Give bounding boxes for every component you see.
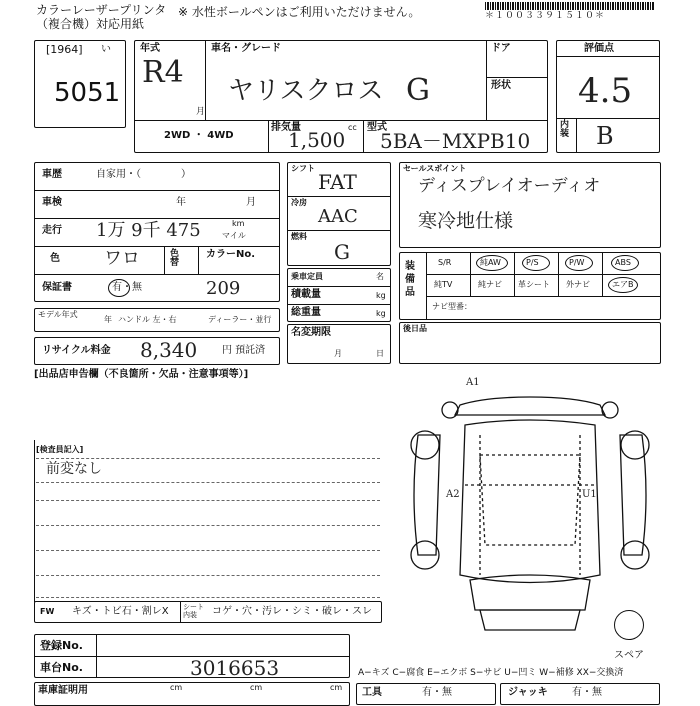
equip-ps: P/S bbox=[526, 258, 539, 267]
shift-label: シフト bbox=[291, 164, 315, 173]
lot-number: 5051 bbox=[54, 78, 121, 108]
mark-u1: U1 bbox=[582, 489, 597, 500]
weight-unit: kg bbox=[376, 309, 386, 318]
tools-opts: 有・無 bbox=[422, 687, 452, 698]
later-items-box bbox=[399, 322, 661, 364]
sales-line-2: 寒冷地仕様 bbox=[418, 210, 514, 232]
score-value: 4.5 bbox=[578, 71, 633, 111]
sales-line-1: ディスプレイオーディオ bbox=[418, 176, 601, 196]
defect-codes: A−キズ C−腐食 E−エクボ S−サビ U−凹ミ W−補修 XX−交換済 bbox=[358, 668, 624, 678]
shift-value: FAT bbox=[318, 170, 357, 194]
handle-label: ハンドル 左・右 bbox=[118, 315, 177, 324]
garage-cert-label: 車庫証明用 bbox=[38, 685, 88, 696]
load-label: 積載量 bbox=[291, 289, 321, 300]
equip-ps-circle bbox=[522, 255, 550, 271]
displacement-value: 1,500 bbox=[288, 128, 346, 152]
equip-pw-circle bbox=[565, 255, 593, 271]
mileage-value: 1万 9千 475 bbox=[96, 220, 201, 241]
equipment-label: 装備品 bbox=[405, 261, 415, 298]
history-label: 車歴 bbox=[42, 169, 62, 180]
equip-airbag-circle bbox=[608, 277, 638, 293]
color-change-label: 色替 bbox=[170, 249, 180, 268]
color-no-label: カラーNo. bbox=[206, 249, 256, 260]
expiry-label: 名変期限 bbox=[291, 327, 331, 338]
cc-unit: cc bbox=[348, 123, 357, 132]
name-grade-label: 車名・グレード bbox=[211, 43, 281, 54]
equip-abs: ABS bbox=[615, 258, 631, 267]
inspector-label: [検査員記入] bbox=[36, 445, 84, 454]
shape-label: 形状 bbox=[491, 80, 511, 91]
cm-2: cm bbox=[250, 683, 263, 692]
spare-tire-icon bbox=[614, 610, 644, 640]
lot-suffix: い bbox=[101, 44, 111, 55]
barcode bbox=[485, 2, 655, 10]
mile-unit: マイル bbox=[222, 231, 246, 240]
seat-text: コゲ・穴・汚レ・シミ・破レ・スレ bbox=[212, 606, 372, 617]
seat-label: シート内装 bbox=[183, 603, 204, 619]
dealer-label: ディーラー・並行 bbox=[208, 315, 272, 324]
equip-ext-navi: 外ナビ bbox=[566, 280, 590, 289]
mark-a1: A1 bbox=[466, 377, 480, 388]
later-items-label: 後日品 bbox=[403, 324, 427, 333]
tools-label: 工具 bbox=[362, 687, 382, 698]
equip-abs-circle bbox=[611, 255, 639, 271]
printer-line-1: カラーレーザープリンタ bbox=[36, 3, 167, 17]
chassis-label: 車台No. bbox=[40, 661, 83, 674]
reg-label: 登録No. bbox=[40, 639, 83, 652]
grade: G bbox=[406, 73, 430, 108]
equip-leather: 革シート bbox=[518, 280, 550, 289]
color-no-value: 209 bbox=[206, 278, 241, 299]
color-label: 色 bbox=[50, 253, 60, 264]
navi-model-label: ナビ型番： bbox=[432, 302, 472, 311]
inspection-month: 月 bbox=[246, 197, 256, 208]
equip-pw: P/W bbox=[569, 258, 585, 267]
year-label: 年式 bbox=[140, 43, 160, 54]
expiry-day: 日 bbox=[376, 349, 384, 358]
mileage-label: 走行 bbox=[42, 225, 62, 236]
warranty-selected-circle bbox=[108, 279, 130, 297]
ac-label: 冷房 bbox=[291, 198, 307, 207]
model-label: 型式 bbox=[367, 122, 387, 133]
lot-code: [1964] bbox=[46, 43, 83, 56]
warranty-options: 有・無 bbox=[112, 282, 142, 293]
model-value: 5BA－MXPB10 bbox=[380, 129, 531, 153]
history-value: 自家用・（ ） bbox=[96, 169, 191, 180]
jack-label: ジャッキ bbox=[508, 687, 548, 698]
printer-line-2: （複合機）対応用紙 bbox=[36, 17, 145, 31]
ballpen-notice: ※ 水性ボールペンはご利用いただけません。 bbox=[178, 5, 421, 19]
cm-1: cm bbox=[170, 683, 183, 692]
barcode-text: ＊１００３３９１５１０＊ bbox=[485, 11, 606, 21]
interior-label: 内装 bbox=[560, 120, 570, 139]
recycle-value: 8,340 bbox=[140, 338, 198, 362]
load-unit: kg bbox=[376, 291, 386, 300]
fuel-value: G bbox=[334, 240, 350, 264]
capacity-unit: 名 bbox=[376, 272, 384, 281]
equip-airbag: エアB bbox=[612, 280, 634, 289]
chassis-value: 3016653 bbox=[190, 656, 280, 680]
weight-label: 総重量 bbox=[291, 307, 321, 318]
equip-navi: 純ナビ bbox=[478, 280, 502, 289]
ac-value: AAC bbox=[318, 206, 358, 227]
recycle-label: リサイクル料金 bbox=[42, 345, 111, 356]
model-year-label: モデル年式 bbox=[38, 310, 78, 319]
sales-label: セールスポイント bbox=[403, 164, 467, 173]
expiry-month: 月 bbox=[334, 349, 342, 358]
fw-text: キズ・トビ石・割レX bbox=[72, 606, 169, 617]
jack-opts: 有・無 bbox=[572, 687, 602, 698]
month-label: 月 bbox=[196, 107, 206, 117]
interior-value: B bbox=[596, 122, 614, 150]
score-label: 評価点 bbox=[584, 43, 614, 54]
door-label: ドア bbox=[491, 43, 511, 54]
inspection-label: 車検 bbox=[42, 197, 62, 208]
equip-aw-circle bbox=[476, 255, 508, 271]
inspection-year: 年 bbox=[176, 197, 186, 208]
recycle-unit: 円 預託済 bbox=[222, 345, 266, 356]
color-value: ワロ bbox=[104, 248, 140, 269]
cm-3: cm bbox=[330, 683, 343, 692]
equip-tv: 純TV bbox=[434, 280, 453, 289]
km-unit: km bbox=[232, 219, 245, 228]
inspector-note: 前変なし bbox=[46, 461, 102, 477]
warranty-label: 保証書 bbox=[42, 282, 72, 293]
equip-sr: S/R bbox=[438, 258, 452, 267]
exhibitor-label: [出品店申告欄（不良箇所・欠品・注意事項等）] bbox=[34, 369, 249, 380]
capacity-label: 乗車定員 bbox=[291, 272, 323, 281]
equip-aw: 純AW bbox=[480, 258, 501, 267]
mark-a2: A2 bbox=[446, 489, 460, 500]
spare-label: スペア bbox=[614, 650, 644, 661]
fuel-label: 燃料 bbox=[291, 232, 307, 241]
car-name: ヤリスクロス bbox=[228, 76, 384, 106]
drive-label: 2WD ・ 4WD bbox=[164, 130, 234, 141]
sales-box bbox=[399, 162, 661, 248]
year-value: R4 bbox=[142, 55, 184, 90]
model-year-unit: 年 bbox=[104, 315, 112, 324]
displacement-label: 排気量 bbox=[271, 122, 301, 133]
fw-label: FW bbox=[40, 607, 55, 616]
